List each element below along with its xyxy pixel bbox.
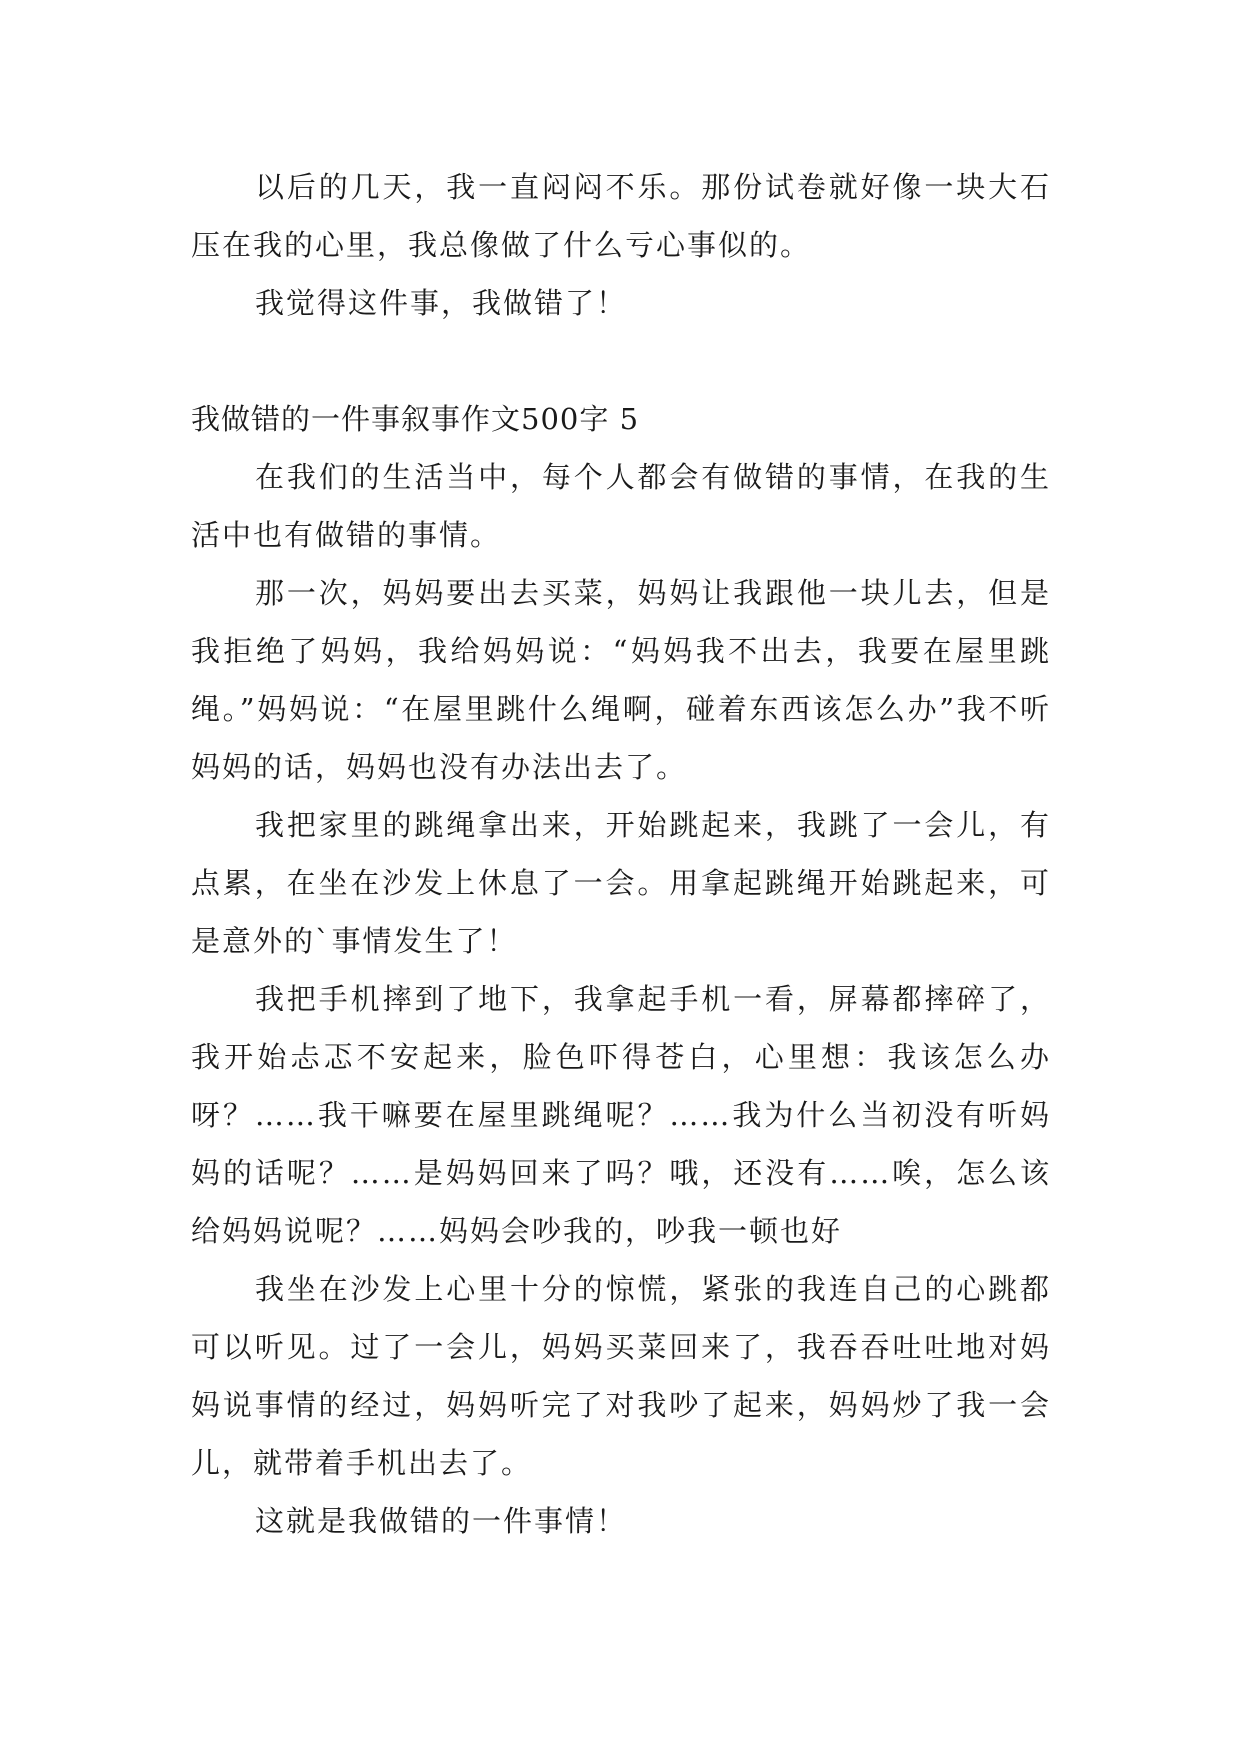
section-spacer: [191, 332, 1051, 390]
document-body: [191, 158, 1051, 1550]
essay-title: 我做错的一件事叙事作文500字 5: [191, 402, 640, 436]
paragraph: 在我们的生活当中，每个人都会有做错的事情，在我的生活中也有做错的事情。: [191, 460, 1051, 552]
paragraph: 我坐在沙发上心里十分的惊慌，紧张的我连自己的心跳都可以听见。过了一会儿，妈妈买菜回来了，我吞吞吐吐地对妈妈说事情的经过，妈妈听完了对我吵了起来，妈妈炒了我一会儿，就带着手机出去了。: [191, 1272, 1051, 1480]
paragraph: 我把家里的跳绳拿出来，开始跳起来，我跳了一会儿，有点累，在坐在沙发上休息了一会。用拿起跳绳开始跳起来，可是意外的`事情发生了！: [191, 808, 1051, 958]
paragraph: 我把手机摔到了地下，我拿起手机一看，屏幕都摔碎了，我开始忐忑不安起来，脸色吓得苍白，心里想：我该怎么办呀？……我干嘛要在屋里跳绳呢？……我为什么当初没有听妈妈的话呢？……是妈妈回来了吗？哦，还没有……唉，怎么该给妈妈说呢？……妈妈会吵我的，吵我一顿也好: [191, 982, 1051, 1248]
paragraph: 那一次，妈妈要出去买菜，妈妈让我跟他一块儿去，但是我拒绝了妈妈，我给妈妈说：“妈妈我不出去，我要在屋里跳绳。”妈妈说：“在屋里跳什么绳啊，碰着东西该怎么办”我不听妈妈的话，妈妈也没有办法出去了。: [191, 576, 1051, 784]
paragraph: 这就是我做错的一件事情！: [255, 1504, 628, 1538]
paragraph: 我觉得这件事，我做错了！: [255, 286, 628, 320]
paragraph: 以后的几天，我一直闷闷不乐。那份试卷就好像一块大石压在我的心里，我总像做了什么亏心事似的。: [191, 170, 1051, 262]
